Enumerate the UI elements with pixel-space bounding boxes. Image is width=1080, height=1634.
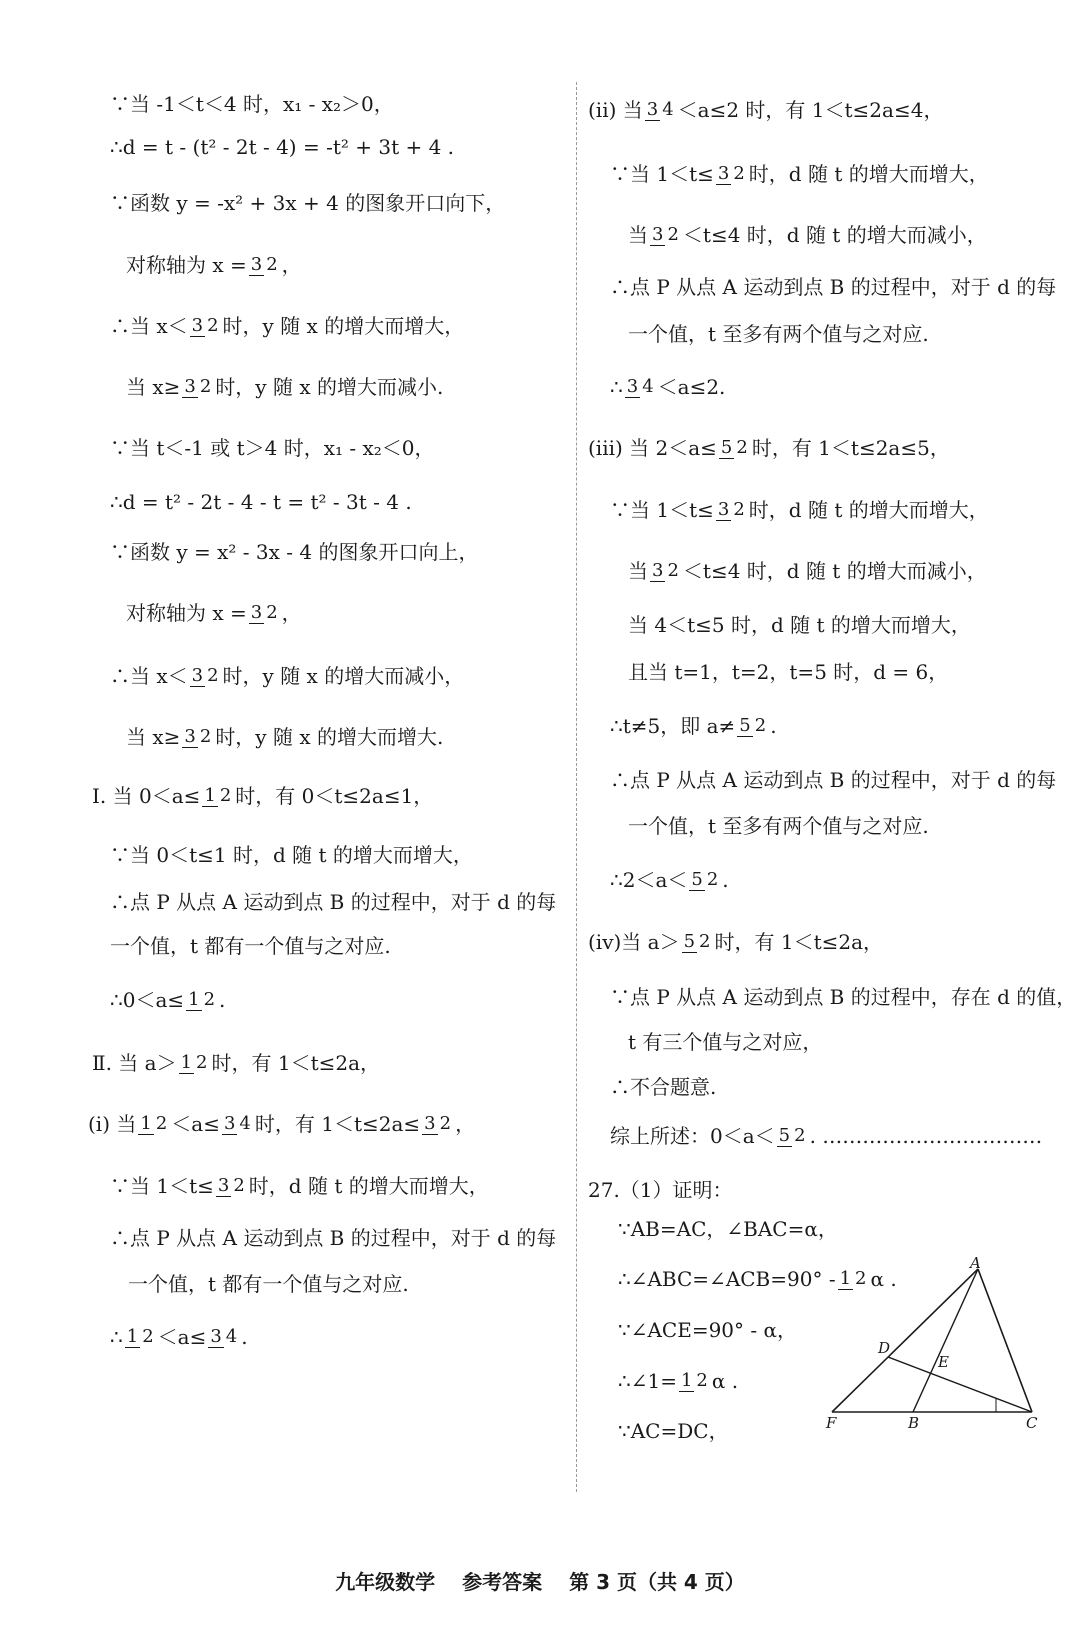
line-text: ∴ xyxy=(610,375,623,399)
line-text: ∴当 x＜ xyxy=(110,314,188,338)
fraction xyxy=(138,1114,169,1135)
line-text: 一个值，t 至多有两个值与之对应. xyxy=(628,814,929,838)
line-text: ＜a≤2 时，有 1＜t≤2a≤4， xyxy=(677,98,944,122)
answer-line xyxy=(628,814,929,838)
fraction xyxy=(179,1053,210,1074)
line-text: 时，有 1＜t≤2a≤ xyxy=(254,1112,421,1136)
numerator: 3 xyxy=(646,98,659,120)
answer-line xyxy=(628,660,948,684)
line-text: (ii) 当 xyxy=(588,98,643,122)
line-text: 时，y 随 x 的增大而减小， xyxy=(222,664,465,688)
numerator: 1 xyxy=(188,988,200,1010)
answer-line xyxy=(588,930,883,954)
answer-line xyxy=(126,375,443,399)
line-text: ∴d = t² - 2t - 4 - t = t² - 3t - 4 . xyxy=(110,490,412,514)
segment-AF xyxy=(832,1269,978,1412)
line-text: 时，y 随 x 的增大而增大， xyxy=(222,314,465,338)
line-text: 时，有 0＜t≤2a≤1， xyxy=(235,784,434,808)
answer-line xyxy=(110,664,464,688)
label-B: B xyxy=(908,1414,920,1432)
denominator: 2 xyxy=(439,1112,452,1134)
fraction xyxy=(716,164,747,185)
denominator: 2 xyxy=(855,1267,867,1289)
footer-doc: 参考答案 xyxy=(462,1570,543,1594)
denominator: 2 xyxy=(266,253,278,275)
fraction xyxy=(719,438,750,459)
fraction xyxy=(737,716,768,737)
line-text: ∴当 x＜ xyxy=(110,664,188,688)
numerator: 1 xyxy=(680,1369,693,1391)
answer-line xyxy=(110,135,454,159)
answer-line xyxy=(110,490,412,514)
line-text: 一个值，t 都有一个值与之对应. xyxy=(128,1272,409,1296)
answer-line xyxy=(610,1124,1042,1148)
line-text: ∴∠1= xyxy=(618,1369,677,1393)
denominator: 2 xyxy=(266,601,278,623)
answer-line xyxy=(88,1112,475,1136)
line-text: ＜a≤ xyxy=(171,1112,220,1136)
line-text: ∴ xyxy=(110,1325,123,1349)
line-text: 对称轴为 x = xyxy=(126,601,247,625)
fraction xyxy=(645,100,676,121)
numerator: 5 xyxy=(691,868,703,890)
fraction xyxy=(249,255,280,276)
line-text: ∵当 1＜t≤ xyxy=(610,498,714,522)
line-text: ∵∠ACE=90° - α， xyxy=(618,1318,798,1342)
fraction xyxy=(182,727,213,748)
answer-line xyxy=(126,601,302,625)
denominator: 2 xyxy=(142,1325,154,1347)
answer-line xyxy=(588,98,943,122)
line-text: 时，y 随 x 的增大而减小. xyxy=(215,375,444,399)
label-D: D xyxy=(878,1339,891,1357)
fraction xyxy=(682,932,713,953)
line-text: ， xyxy=(455,1112,476,1136)
numerator: 3 xyxy=(652,559,664,581)
denominator: 4 xyxy=(225,1325,238,1347)
numerator: 3 xyxy=(217,1174,230,1196)
line-text: ＜a≤2. xyxy=(657,375,726,399)
fraction xyxy=(249,603,280,624)
line-text: Ⅰ. 当 0＜a≤ xyxy=(92,784,201,808)
fraction xyxy=(125,1327,156,1348)
line-text: 时，y 随 x 的增大而增大. xyxy=(215,725,444,749)
answer-line xyxy=(628,559,987,583)
line-text: α . xyxy=(870,1267,897,1291)
denominator: 4 xyxy=(662,98,674,120)
numerator: 3 xyxy=(717,498,730,520)
answer-line xyxy=(610,985,1076,1009)
fraction xyxy=(650,561,681,582)
triangle-figure xyxy=(820,1255,1060,1440)
fraction xyxy=(190,316,221,337)
answer-line xyxy=(110,1325,248,1349)
line-text: 时，有 1＜t≤2a， xyxy=(211,1051,381,1075)
answer-line xyxy=(110,934,391,958)
line-text: ∴点 P 从点 A 运动到点 B 的过程中，对于 d 的每 xyxy=(110,890,557,914)
line-text: ∵当 1＜t≤ xyxy=(110,1174,214,1198)
answer-line xyxy=(610,1075,716,1099)
line-text: (iv)当 a＞ xyxy=(588,930,680,954)
denominator: 4 xyxy=(642,375,654,397)
answer-line xyxy=(628,223,987,247)
answer-line xyxy=(126,253,302,277)
line-text: 且当 t=1，t=2，t=5 时，d = 6， xyxy=(628,660,949,684)
line-text: . …………………………… xyxy=(809,1124,1043,1148)
segment-AC xyxy=(978,1269,1032,1412)
line-text: ， xyxy=(281,601,302,625)
numerator: 3 xyxy=(184,375,196,397)
numerator: 3 xyxy=(191,314,204,336)
answer-line xyxy=(92,1051,380,1075)
numerator: 3 xyxy=(184,725,196,747)
numerator: 5 xyxy=(778,1124,791,1146)
denominator: 2 xyxy=(699,930,711,952)
line-text: 当 x≥ xyxy=(126,725,181,749)
numerator: 5 xyxy=(720,436,733,458)
line-text: 综上所述：0＜a＜ xyxy=(610,1124,775,1148)
fraction xyxy=(186,990,217,1011)
fraction xyxy=(679,1371,710,1392)
denominator: 2 xyxy=(207,314,219,336)
line-text: (iii) 当 2＜a≤ xyxy=(588,436,717,460)
denominator: 2 xyxy=(733,498,745,520)
line-text: ∴点 P 从点 A 运动到点 B 的过程中，对于 d 的每 xyxy=(110,1226,557,1250)
right-angle-mark xyxy=(996,1398,1010,1412)
answer-line xyxy=(610,375,725,399)
line-text: ＜t≤4 时，d 随 t 的增大而减小， xyxy=(682,223,987,247)
answer-line xyxy=(110,314,464,338)
answer-line xyxy=(610,498,989,522)
denominator: 4 xyxy=(239,1112,251,1134)
numerator: 5 xyxy=(739,714,751,736)
numerator: 3 xyxy=(210,1325,222,1347)
fraction xyxy=(216,1176,247,1197)
numerator: 1 xyxy=(180,1051,193,1073)
line-text: 时，d 随 t 的增大而增大， xyxy=(748,498,989,522)
answer-line xyxy=(588,1178,733,1202)
line-text: ∴不合题意. xyxy=(610,1075,717,1099)
fraction xyxy=(689,870,720,891)
line-text: ∵当 1＜t≤ xyxy=(610,162,714,186)
numerator: 3 xyxy=(223,1112,236,1134)
denominator: 2 xyxy=(199,725,212,747)
answer-line xyxy=(618,1318,797,1342)
numerator: 3 xyxy=(717,162,730,184)
footer-course: 九年级数学 xyxy=(335,1570,436,1594)
line-text: . xyxy=(722,868,729,892)
denominator: 2 xyxy=(667,559,679,581)
answer-line xyxy=(110,1174,489,1198)
denominator: 2 xyxy=(667,223,679,245)
denominator: 2 xyxy=(794,1124,806,1146)
fraction xyxy=(625,377,656,398)
page-footer xyxy=(0,1566,1080,1595)
line-text: ∵当 -1＜t＜4 时，x₁ - x₂＞0， xyxy=(110,92,394,116)
answer-line xyxy=(110,540,478,564)
denominator: 2 xyxy=(754,714,767,736)
answer-line xyxy=(610,162,989,186)
segment-DC xyxy=(888,1357,1032,1412)
line-text: ∴0＜a≤ xyxy=(110,988,185,1012)
footer-page: 第 3 页（共 4 页） xyxy=(569,1570,745,1594)
line-text: ∴点 P 从点 A 运动到点 B 的过程中，对于 d 的每 xyxy=(610,768,1057,792)
line-text: ＜t≤4 时，d 随 t 的增大而减小， xyxy=(682,559,987,583)
line-text: Ⅱ. 当 a＞ xyxy=(92,1051,177,1075)
line-text: ＜a≤ xyxy=(157,1325,207,1349)
fraction xyxy=(422,1114,453,1135)
denominator: 2 xyxy=(155,1112,168,1134)
line-text: ∵当 t＜-1 或 t＞4 时，x₁ - x₂＜0， xyxy=(110,436,435,460)
denominator: 2 xyxy=(207,664,219,686)
numerator: 1 xyxy=(839,1267,852,1289)
fraction xyxy=(182,377,213,398)
label-E: E xyxy=(938,1353,949,1371)
numerator: 3 xyxy=(652,223,664,245)
label-A: A xyxy=(970,1255,981,1272)
answer-line xyxy=(110,92,394,116)
line-text: 当 xyxy=(628,559,648,583)
numerator: 1 xyxy=(204,784,216,806)
numerator: 5 xyxy=(683,930,696,952)
numerator: 3 xyxy=(191,664,204,686)
numerator: 3 xyxy=(250,601,263,623)
answer-line xyxy=(618,1419,729,1443)
line-text: ∵AC=DC， xyxy=(618,1419,729,1443)
answer-line xyxy=(126,725,443,749)
answer-line xyxy=(610,275,1056,299)
line-text: ∵函数 y = x² - 3x - 4 的图象开口向上， xyxy=(110,540,479,564)
line-text: t 有三个值与之对应， xyxy=(628,1030,823,1054)
denominator: 2 xyxy=(233,1174,245,1196)
line-text: ∵当 0＜t≤1 时，d 随 t 的增大而增大， xyxy=(110,843,473,867)
line-text: . xyxy=(219,988,226,1012)
line-text: 对称轴为 x = xyxy=(126,253,247,277)
answer-line xyxy=(588,436,950,460)
line-text: ∵点 P 从点 A 运动到点 B 的过程中，存在 d 的值， xyxy=(610,985,1077,1009)
line-text: ∴点 P 从点 A 运动到点 B 的过程中，对于 d 的每 xyxy=(610,275,1057,299)
answer-line xyxy=(628,322,929,346)
answer-line xyxy=(628,1030,822,1054)
fraction xyxy=(222,1114,253,1135)
answer-line xyxy=(110,988,225,1012)
denominator: 2 xyxy=(199,375,212,397)
answer-line xyxy=(110,436,435,460)
answer-line xyxy=(128,1272,409,1296)
denominator: 2 xyxy=(203,988,216,1010)
answer-line xyxy=(610,868,729,892)
denominator: 2 xyxy=(696,1369,708,1391)
denominator: 2 xyxy=(736,436,748,458)
fraction xyxy=(777,1126,808,1147)
fraction xyxy=(716,500,747,521)
line-text: 27.（1）证明： xyxy=(588,1178,733,1202)
line-text: ， xyxy=(281,253,302,277)
line-text: ∵AB=AC，∠BAC=α， xyxy=(618,1217,838,1241)
label-C: C xyxy=(1026,1414,1038,1432)
line-text: 时，d 随 t 的增大而增大， xyxy=(248,1174,489,1198)
column-divider xyxy=(576,82,577,1492)
line-text: 当 xyxy=(628,223,648,247)
answer-line xyxy=(110,1226,556,1250)
answer-line xyxy=(618,1369,738,1393)
line-text: ∴d = t - (t² - 2t - 4) = -t² + 3t + 4 . xyxy=(110,135,455,159)
fraction xyxy=(202,786,233,807)
line-text: (i) 当 xyxy=(88,1112,137,1136)
answer-line xyxy=(110,890,556,914)
line-text: ∴2＜a＜ xyxy=(610,868,688,892)
answer-line xyxy=(610,768,1056,792)
line-text: 当 4＜t≤5 时，d 随 t 的增大而增大， xyxy=(628,613,971,637)
denominator: 2 xyxy=(733,162,745,184)
line-text: . xyxy=(770,714,777,738)
line-text: . xyxy=(241,1325,248,1349)
line-text: ∵函数 y = -x² + 3x + 4 的图象开口向下， xyxy=(110,191,506,215)
numerator: 3 xyxy=(250,253,263,275)
line-text: 时，d 随 t 的增大而增大， xyxy=(748,162,989,186)
numerator: 1 xyxy=(140,1112,152,1134)
line-text: 时，有 1＜t≤2a≤5， xyxy=(751,436,950,460)
denominator: 2 xyxy=(196,1051,208,1073)
numerator: 3 xyxy=(626,375,639,397)
answer-line xyxy=(110,843,473,867)
line-text: α . xyxy=(711,1369,739,1393)
answer-line xyxy=(610,714,777,738)
line-text: ∴∠ABC=∠ACB=90° - xyxy=(618,1267,836,1291)
fraction xyxy=(190,666,221,687)
denominator: 2 xyxy=(219,784,232,806)
segment-AB xyxy=(913,1269,978,1412)
line-text: 一个值，t 至多有两个值与之对应. xyxy=(628,322,929,346)
fraction xyxy=(650,225,681,246)
line-text: 当 x≥ xyxy=(126,375,181,399)
line-text: 一个值，t 都有一个值与之对应. xyxy=(110,934,391,958)
line-text: ∴t≠5，即 a≠ xyxy=(610,714,736,738)
numerator: 1 xyxy=(126,1325,139,1347)
label-F: F xyxy=(826,1414,837,1432)
answer-line xyxy=(92,784,433,808)
fraction xyxy=(208,1327,239,1348)
line-text: 时，有 1＜t≤2a， xyxy=(714,930,884,954)
numerator: 3 xyxy=(424,1112,436,1134)
answer-line xyxy=(618,1217,838,1241)
answer-line xyxy=(110,191,505,215)
denominator: 2 xyxy=(706,868,719,890)
answer-line xyxy=(628,613,971,637)
